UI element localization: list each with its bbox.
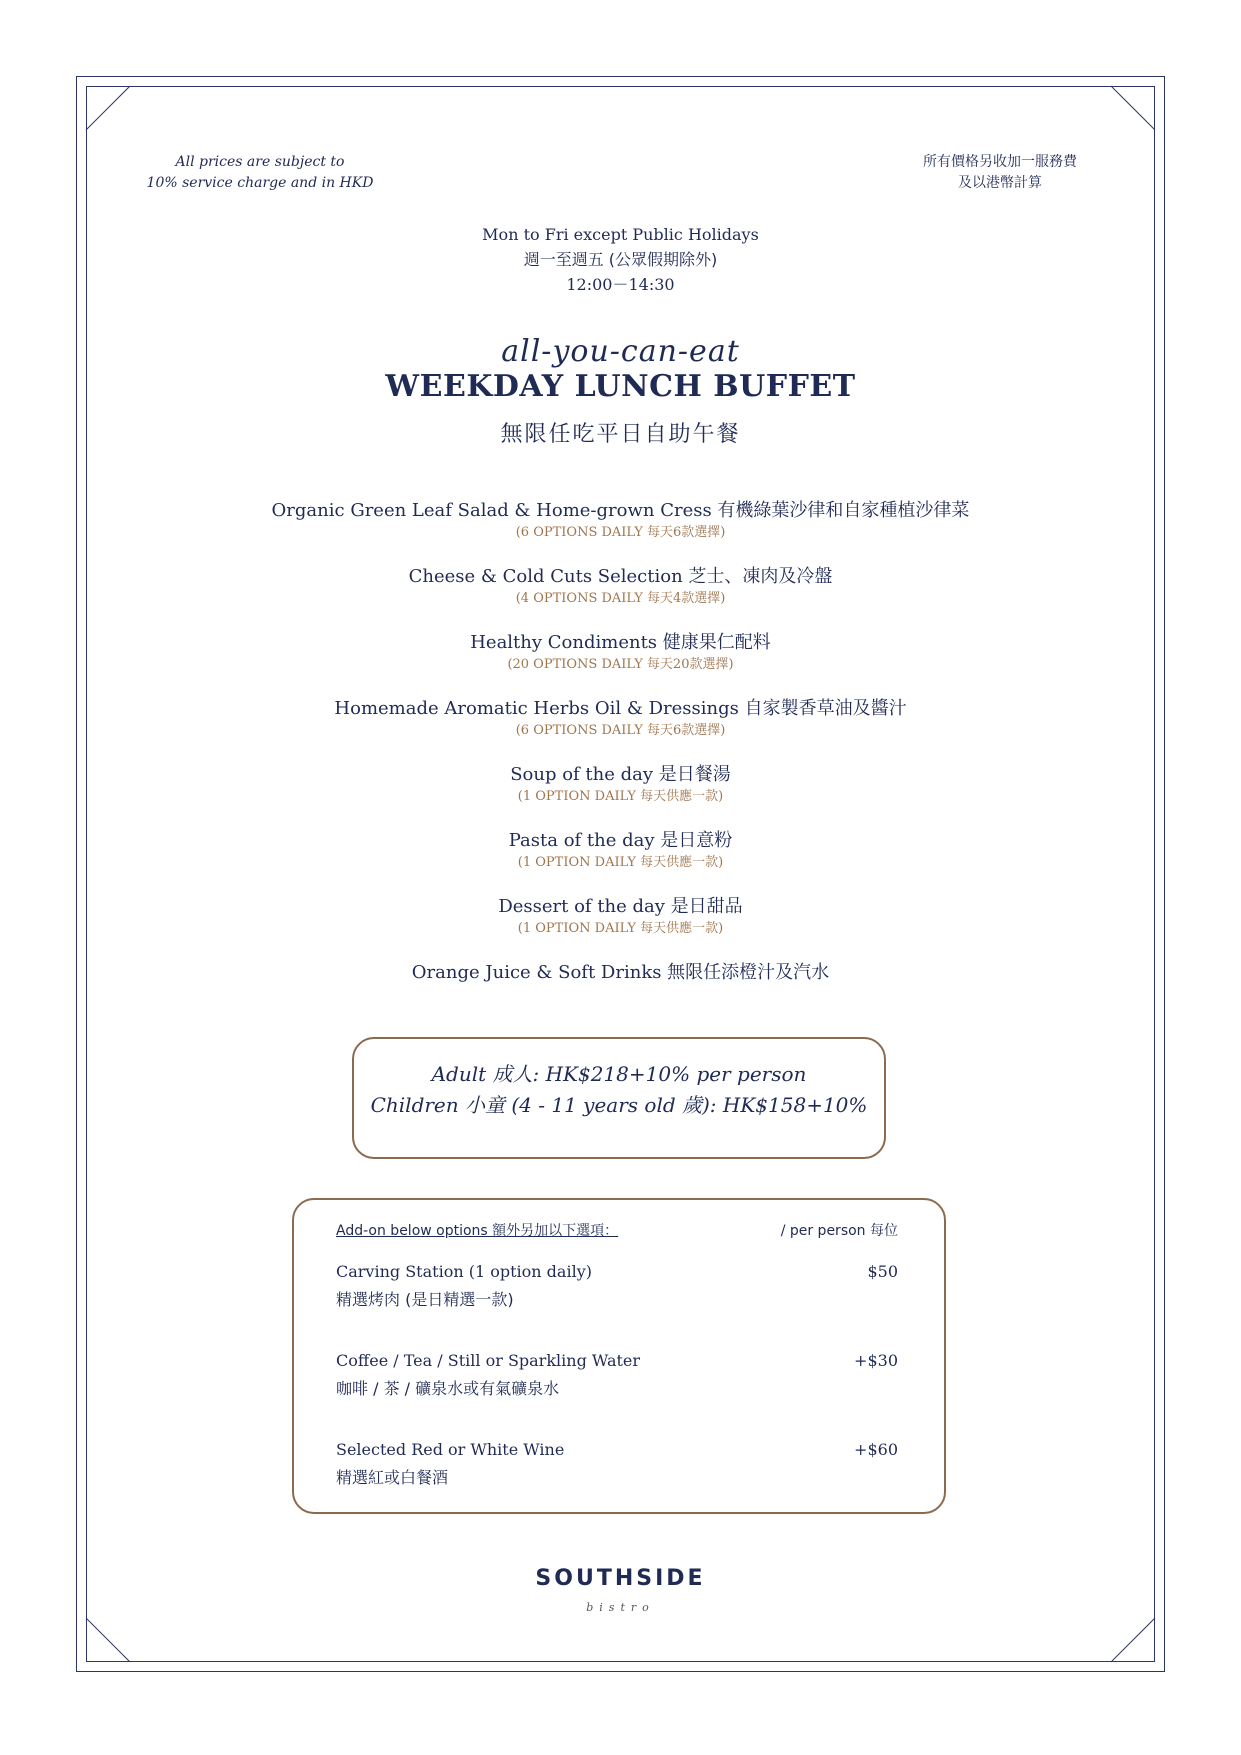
addon-item xyxy=(336,1347,898,1403)
addon-item-price: +$30 xyxy=(854,1351,898,1370)
addon-item-price: +$60 xyxy=(854,1440,898,1459)
addon-box xyxy=(292,1198,946,1514)
menu-item xyxy=(0,960,1241,1026)
brand-logo: SOUTHSIDE xyxy=(535,1566,706,1591)
page-title: WEEKDAY LUNCH BUFFET xyxy=(385,369,856,404)
opening-hours xyxy=(0,222,1241,297)
addon-item-name-en: Selected Red or White Wine xyxy=(336,1440,565,1459)
service-charge-notice-en xyxy=(140,152,380,194)
addon-header: Add-on below options 額外另加以下選項： xyxy=(336,1223,619,1239)
menu-item-options: (4 OPTIONS DAILY 每天4款選擇) xyxy=(515,591,726,606)
menu-item-options: (1 OPTION DAILY 每天供應一款) xyxy=(517,789,724,804)
adult-price: Adult 成人: HK$218+10% per person xyxy=(431,1062,807,1086)
page-title-zh: 無限任吃平日自助午餐 xyxy=(500,422,741,447)
hours-days-en: Mon to Fri except Public Holidays xyxy=(482,225,759,244)
addon-per-person: / per person 每位 xyxy=(780,1223,898,1239)
menu-item xyxy=(0,498,1241,564)
menu-item-name: Pasta of the day 是日意粉 xyxy=(508,830,733,851)
menu-item xyxy=(0,828,1241,894)
menu-item-name: Homemade Aromatic Herbs Oil & Dressings 自家製香草油及醬汁 xyxy=(334,698,907,719)
menu-item-options: (20 OPTIONS DAILY 每天20款選擇) xyxy=(507,657,734,672)
menu-list xyxy=(0,498,1241,1026)
addon-item xyxy=(336,1436,898,1492)
addon-item-name-zh: 咖啡 / 茶 / 礦泉水或有氣礦泉水 xyxy=(336,1379,560,1398)
addon-item xyxy=(336,1258,898,1314)
menu-item-name: Dessert of the day 是日甜品 xyxy=(498,896,743,917)
addon-item-price: $50 xyxy=(867,1262,898,1281)
notice-en-line1: All prices are subject to xyxy=(175,154,345,170)
hours-days-zh: 週一至週五 (公眾假期除外) xyxy=(523,250,718,269)
menu-item-name: Healthy Condiments 健康果仁配料 xyxy=(470,632,771,653)
notice-en-line2: 10% service charge and in HKD xyxy=(146,175,374,191)
hours-time: 12:00－14:30 xyxy=(566,275,675,294)
addon-item-name-en: Carving Station (1 option daily) xyxy=(336,1262,592,1281)
notice-zh-line2: 及以港幣計算 xyxy=(958,175,1042,191)
notice-zh-line1: 所有價格另收加一服務費 xyxy=(923,154,1077,170)
menu-item-name: Soup of the day 是日餐湯 xyxy=(510,764,731,785)
menu-item-name: Cheese & Cold Cuts Selection 芝士、凍肉及冷盤 xyxy=(408,566,833,587)
addon-item-name-en: Coffee / Tea / Still or Sparkling Water xyxy=(336,1351,641,1370)
menu-item-options: (1 OPTION DAILY 每天供應一款) xyxy=(517,921,724,936)
addon-item-name-zh: 精選烤肉 (是日精選一款) xyxy=(336,1290,514,1309)
service-charge-notice-zh xyxy=(880,152,1120,194)
menu-item xyxy=(0,564,1241,630)
menu-item xyxy=(0,894,1241,960)
menu-item-name: Orange Juice & Soft Drinks 無限任添橙汁及汽水 xyxy=(411,962,830,983)
pricing-box xyxy=(352,1037,886,1159)
menu-item xyxy=(0,696,1241,762)
brand-logo-sub: bistro xyxy=(586,1601,655,1614)
addon-item-name-zh: 精選紅或白餐酒 xyxy=(336,1468,449,1487)
menu-item-name: Organic Green Leaf Salad & Home-grown Cress 有機綠葉沙律和自家種植沙律菜 xyxy=(271,500,970,521)
script-tagline: all-you-can-eat xyxy=(501,334,740,369)
menu-item xyxy=(0,762,1241,828)
menu-item-options: (6 OPTIONS DAILY 每天6款選擇) xyxy=(515,723,726,738)
menu-item-options: (1 OPTION DAILY 每天供應一款) xyxy=(517,855,724,870)
menu-item-options: (6 OPTIONS DAILY 每天6款選擇) xyxy=(515,525,726,540)
children-price: Children 小童 (4 - 11 years old 歲): HK$158+10% xyxy=(370,1093,868,1117)
menu-item xyxy=(0,630,1241,696)
